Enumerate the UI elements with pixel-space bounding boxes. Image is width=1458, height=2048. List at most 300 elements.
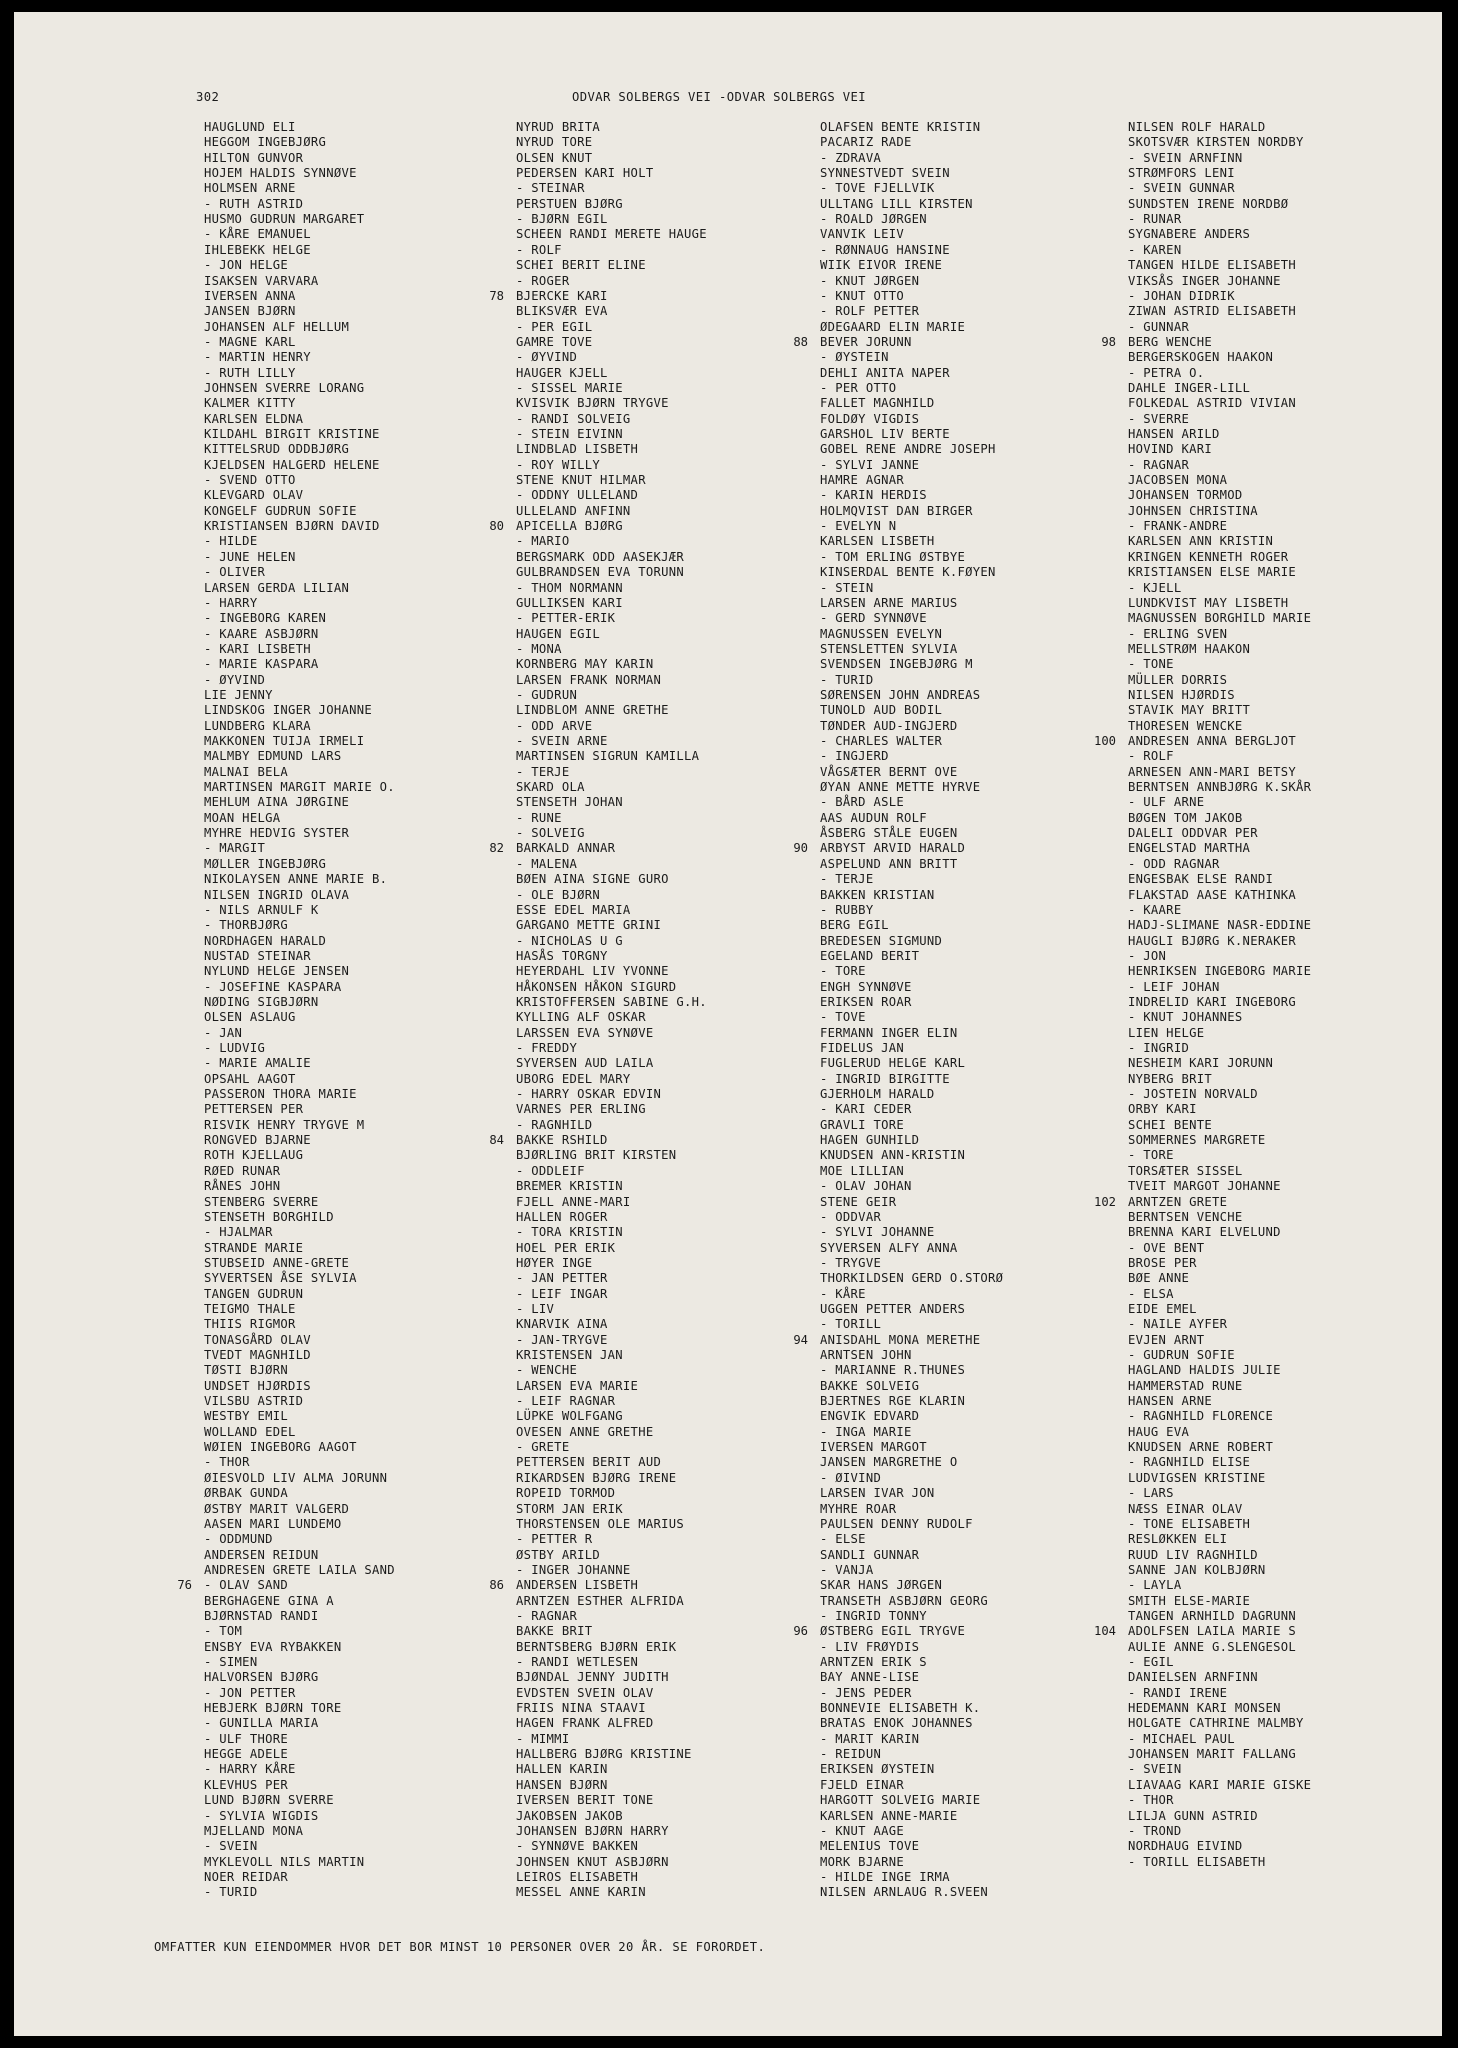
- resident-line: - SVERRE: [1128, 411, 1190, 426]
- resident-line: - THOR: [1128, 1793, 1174, 1808]
- resident-line: VILSBU ASTRID: [204, 1394, 304, 1409]
- resident-line: JACOBSEN MONA: [1128, 473, 1228, 488]
- resident-line: ANDERSEN LISBETH: [516, 1578, 639, 1593]
- resident-line: - PER EGIL: [516, 319, 593, 334]
- resident-line: SUNDSTEN IRENE NORDBØ: [1128, 196, 1289, 211]
- resident-line: DANIELSEN ARNFINN: [1128, 1670, 1258, 1685]
- resident-line: - HARRY: [204, 595, 258, 610]
- resident-line: STAVIK MAY BRITT: [1128, 703, 1251, 718]
- resident-line: ULLELAND ANFINN: [516, 503, 631, 518]
- resident-line: SYVERSEN AUD LAILA: [516, 1056, 654, 1071]
- resident-line: GRAVLI TORE: [820, 1117, 905, 1132]
- resident-line: - ROGER: [516, 273, 570, 288]
- resident-line: NESHEIM KARI JORUNN: [1128, 1056, 1274, 1071]
- resident-line: HEGGOM INGEBJØRG: [204, 135, 327, 150]
- resident-line: JOHANSEN ALF HELLUM: [204, 319, 350, 334]
- resident-line: - HARRY KÅRE: [204, 1762, 296, 1777]
- resident-line: HAGLAND HALDIS JULIE: [1128, 1363, 1281, 1378]
- resident-line: - KAARE ASBJØRN: [204, 626, 319, 641]
- resident-line: IHLEBEKK HELGE: [204, 242, 311, 257]
- resident-line: - GUDRUN: [516, 687, 578, 702]
- resident-line: - MARTIN HENRY: [204, 350, 311, 365]
- resident-line: ARNTZEN ERIK S: [820, 1655, 927, 1669]
- resident-line: BONNEVIE ELISABETH K.: [820, 1701, 981, 1716]
- resident-line: - ROALD JØRGEN: [820, 212, 927, 227]
- resident-line: KONGELF GUDRUN SOFIE: [204, 503, 357, 518]
- resident-line: ÅSBERG STÅLE EUGEN: [820, 826, 958, 841]
- resident-line: - JON PETTER: [204, 1685, 296, 1700]
- resident-line: - RAGNAR: [516, 1608, 578, 1623]
- resident-line: - KAARE: [1128, 902, 1182, 917]
- resident-line: NYRUD TORE: [516, 135, 593, 150]
- resident-line: - TRYGVE: [820, 1255, 882, 1270]
- resident-line: LARSSEN EVA SYNØVE: [516, 1025, 654, 1040]
- resident-line: HAGEN FRANK ALFRED: [516, 1716, 654, 1731]
- resident-line: KNUDSEN ANN-KRISTIN: [820, 1148, 966, 1163]
- resident-line: - INGRID TONNY: [820, 1608, 927, 1623]
- house-number: 100: [1093, 734, 1116, 748]
- resident-line: SYVERSEN ALFY ANNA: [820, 1240, 958, 1255]
- resident-line: - ULF ARNE: [1128, 795, 1205, 810]
- resident-line: HANSEN ARNE: [1128, 1394, 1213, 1409]
- resident-line: KINSERDAL BENTE K.FØYEN: [820, 565, 996, 580]
- resident-line: JAKOBSEN JAKOB: [516, 1808, 623, 1823]
- resident-line: - WENCHE: [516, 1363, 578, 1378]
- resident-line: BJERTNES RGE KLARIN: [820, 1394, 966, 1409]
- resident-line: EGELAND BERIT: [820, 948, 920, 963]
- resident-line: KARLSEN ANN KRISTIN: [1128, 534, 1274, 549]
- resident-line: - LUDVIG: [204, 1041, 266, 1055]
- resident-line: NYBERG BRIT: [1128, 1071, 1213, 1086]
- resident-line: ARNESEN ANN-MARI BETSY: [1128, 764, 1297, 779]
- resident-line: - JOSTEIN NORVALD: [1128, 1087, 1258, 1102]
- resident-line: SCHEI BERIT ELINE: [516, 258, 646, 273]
- resident-line: JOHNSEN KNUT ASBJØRN: [516, 1854, 669, 1869]
- house-number: 102: [1093, 1194, 1116, 1209]
- house-number: 80: [489, 519, 504, 534]
- resident-line: - TOVE: [820, 1010, 866, 1025]
- resident-line: HAUGLUND ELI: [204, 120, 296, 134]
- resident-line: ØRBAK GUNDA: [204, 1486, 289, 1501]
- resident-line: - INGEBORG KAREN: [204, 611, 327, 626]
- resident-line: - TERJE: [516, 764, 570, 779]
- resident-line: - TORA KRISTIN: [516, 1225, 623, 1240]
- resident-line: LIAVAAG KARI MARIE GISKE: [1128, 1777, 1312, 1792]
- resident-line: ØSTBY ARILD: [516, 1547, 601, 1562]
- resident-line: BEVER JORUNN: [820, 334, 912, 349]
- resident-line: PETTERSEN PER: [204, 1102, 304, 1117]
- resident-line: FOLKEDAL ASTRID VIVIAN: [1128, 396, 1297, 411]
- resident-line: MALNAI BELA: [204, 764, 289, 779]
- resident-line: SYGNABERE ANDERS: [1128, 227, 1251, 242]
- resident-line: - HJALMAR: [204, 1225, 273, 1240]
- resident-line: - INGRID: [1128, 1041, 1190, 1055]
- resident-line: SCHEEN RANDI MERETE HAUGE: [516, 227, 707, 242]
- resident-line: BAY ANNE-LISE: [820, 1670, 920, 1685]
- resident-line: - RAGNHILD ELISE: [1128, 1455, 1251, 1470]
- resident-line: - REIDUN: [820, 1747, 882, 1762]
- resident-line: - JON HELGE: [204, 258, 289, 273]
- resident-line: BJØRLING BRIT KIRSTEN: [516, 1148, 677, 1163]
- resident-line: STENSLETTEN SYLVIA: [820, 641, 958, 656]
- resident-line: BREMER KRISTIN: [516, 1179, 623, 1194]
- resident-line: KNARVIK AINA: [516, 1317, 608, 1332]
- resident-line: BERG EGIL: [820, 918, 889, 933]
- resident-line: - THOM NORMANN: [516, 580, 623, 595]
- resident-line: TRANSETH ASBJØRN GEORG: [820, 1593, 989, 1608]
- resident-line: - RUTH LILLY: [204, 365, 296, 380]
- resident-line: - ROLF: [516, 242, 562, 257]
- resident-line: - KARIN HERDIS: [820, 488, 927, 503]
- resident-line: HALVORSEN BJØRG: [204, 1670, 319, 1685]
- resident-line: ORBY KARI: [1128, 1102, 1197, 1117]
- resident-line: ROPEID TORMOD: [516, 1486, 616, 1501]
- resident-line: - PER OTTO: [820, 380, 897, 395]
- resident-line: BØE ANNE: [1128, 1271, 1190, 1286]
- resident-line: GULLIKSEN KARI: [516, 595, 623, 610]
- column-3: [793, 120, 1080, 1920]
- resident-line: - RAGNHILD: [516, 1117, 593, 1132]
- resident-line: ADOLFSEN LAILA MARIE S: [1128, 1624, 1297, 1639]
- resident-line: TANGEN ARNHILD DAGRUNN: [1128, 1608, 1297, 1623]
- resident-line: OPSAHL AAGOT: [204, 1071, 296, 1086]
- resident-line: SKOTSVÆR KIRSTEN NORDBY: [1128, 135, 1304, 150]
- resident-line: MESSEL ANNE KARIN: [516, 1885, 646, 1900]
- resident-line: - ROLF: [1128, 749, 1174, 764]
- resident-line: THORSTENSEN OLE MARIUS: [516, 1516, 685, 1531]
- resident-line: - ODD RAGNAR: [1128, 856, 1220, 871]
- resident-line: MYHRE ROAR: [820, 1501, 897, 1516]
- resident-line: SCHEI BENTE: [1128, 1117, 1213, 1132]
- resident-line: HOVIND KARI: [1128, 442, 1213, 457]
- resident-line: SØRENSEN JOHN ANDREAS: [820, 687, 981, 702]
- resident-line: - SVEIN: [204, 1839, 258, 1854]
- resident-line: - ULF THORE: [204, 1731, 289, 1746]
- resident-line: SANDLI GUNNAR: [820, 1547, 920, 1562]
- resident-line: STUBSEID ANNE-GRETE: [204, 1255, 350, 1270]
- resident-line: MYHRE HEDVIG SYSTER: [204, 826, 350, 841]
- resident-line: JOHNSEN CHRISTINA: [1128, 503, 1258, 518]
- resident-line: - VANJA: [820, 1562, 874, 1577]
- resident-line: LEIROS ELISABETH: [516, 1869, 639, 1884]
- resident-line: - HILDE INGE IRMA: [820, 1869, 950, 1884]
- resident-line: BAKKEN KRISTIAN: [820, 887, 935, 902]
- resident-line: HAMMERSTAD RUNE: [1128, 1378, 1243, 1393]
- resident-line: FIDELUS JAN: [820, 1041, 905, 1055]
- resident-line: LUNDKVIST MAY LISBETH: [1128, 595, 1289, 610]
- resident-line: - RAGNHILD FLORENCE: [1128, 1409, 1274, 1424]
- resident-line: - ELSA: [1128, 1286, 1174, 1301]
- resident-line: OLSEN KNUT: [516, 150, 593, 165]
- resident-line: - ODDVAR: [820, 1209, 882, 1224]
- resident-line: HAUGER KJELL: [516, 365, 608, 380]
- resident-line: ERIKSEN ØYSTEIN: [820, 1762, 935, 1777]
- resident-line: JOHNSEN SVERRE LORANG: [204, 380, 365, 395]
- resident-line: - RANDI IRENE: [1128, 1685, 1228, 1700]
- resident-line: KARLSEN ANNE-MARIE: [820, 1808, 958, 1823]
- resident-line: EVJEN ARNT: [1128, 1332, 1205, 1347]
- resident-line: SKAR HANS JØRGEN: [820, 1578, 943, 1593]
- resident-line: ARNTZEN GRETE: [1128, 1194, 1228, 1209]
- resident-line: MAGNUSSEN EVELYN: [820, 626, 943, 641]
- resident-line: PETTERSEN BERIT AUD: [516, 1455, 662, 1470]
- resident-line: - SVEND OTTO: [204, 473, 296, 488]
- resident-line: INDRELID KARI INGEBORG: [1128, 994, 1297, 1009]
- resident-line: SYVERTSEN ÅSE SYLVIA: [204, 1271, 357, 1286]
- resident-line: MALMBY EDMUND LARS: [204, 749, 342, 764]
- resident-line: BERNTSEN VENCHE: [1128, 1209, 1243, 1224]
- resident-line: - KNUT OTTO: [820, 288, 905, 303]
- resident-line: IVERSEN BERIT TONE: [516, 1793, 654, 1808]
- resident-line: UBORG EDEL MARY: [516, 1071, 631, 1086]
- resident-line: - TURID: [820, 672, 874, 687]
- resident-line: HEDEMANN KARI MONSEN: [1128, 1701, 1281, 1716]
- street-header: ODVAR SOLBERGS VEI -ODVAR SOLBERGS VEI: [572, 90, 867, 104]
- resident-line: - SYLVI JANNE: [820, 457, 920, 472]
- resident-line: - SVEIN ARNE: [516, 734, 608, 748]
- resident-line: FJELL ANNE-MARI: [516, 1194, 631, 1209]
- resident-line: - MAGNE KARL: [204, 334, 296, 349]
- resident-line: - RUBBY: [820, 902, 874, 917]
- resident-line: LIEN HELGE: [1128, 1025, 1205, 1040]
- resident-line: FERMANN INGER ELIN: [820, 1025, 958, 1040]
- resident-line: NIKOLAYSEN ANNE MARIE B.: [204, 872, 388, 887]
- resident-line: - BÅRD ASLE: [820, 795, 905, 810]
- resident-line: - GUNNAR: [1128, 319, 1190, 334]
- resident-line: - JAN: [204, 1025, 243, 1040]
- resident-line: EIDE EMEL: [1128, 1301, 1197, 1316]
- house-number: 82: [489, 841, 504, 856]
- resident-line: KJELDSEN HALGERD HELENE: [204, 457, 380, 472]
- resident-line: - JENS PEDER: [820, 1685, 912, 1700]
- resident-line: - INGJERD: [820, 749, 889, 764]
- resident-line: - RUNE: [516, 810, 562, 825]
- resident-line: HASÅS TORGNY: [516, 948, 608, 963]
- resident-line: GOBEL RENE ANDRE JOSEPH: [820, 442, 996, 457]
- resident-line: MAKKONEN TUIJA IRMELI: [204, 734, 365, 748]
- resident-line: MÜLLER DORRIS: [1128, 672, 1228, 687]
- resident-line: - KARI LISBETH: [204, 641, 311, 656]
- resident-line: ENSBY EVA RYBAKKEN: [204, 1639, 342, 1654]
- resident-line: OLSEN ASLAUG: [204, 1010, 296, 1025]
- resident-line: JOHANSEN TORMOD: [1128, 488, 1243, 503]
- resident-line: BAKKE RSHILD: [516, 1133, 608, 1148]
- resident-line: HOLGATE CATHRINE MALMBY: [1128, 1716, 1304, 1731]
- resident-line: - SVEIN GUNNAR: [1128, 181, 1235, 196]
- resident-line: - LAYLA: [1128, 1578, 1182, 1593]
- column-2: [489, 120, 776, 1920]
- resident-line: - TORILL ELISABETH: [1128, 1854, 1266, 1869]
- resident-line: BARKALD ANNAR: [516, 841, 616, 856]
- resident-line: GARSHOL LIV BERTE: [820, 427, 950, 441]
- resident-line: - INGRID BIRGITTE: [820, 1071, 950, 1086]
- resident-line: ARNTZEN ESTHER ALFRIDA: [516, 1593, 685, 1608]
- resident-line: PEDERSEN KARI HOLT: [516, 166, 654, 181]
- resident-line: - MICHAEL PAUL: [1128, 1731, 1235, 1746]
- resident-line: - PETTER R: [516, 1532, 593, 1547]
- resident-line: - ØYVIND: [204, 672, 266, 687]
- resident-line: - MARIO: [516, 534, 570, 549]
- resident-line: EVDSTEN SVEIN OLAV: [516, 1685, 654, 1700]
- resident-line: BRENNA KARI ELVELUND: [1128, 1225, 1281, 1240]
- resident-line: - ODD ARVE: [516, 718, 593, 733]
- resident-line: - RANDI WETLESEN: [516, 1655, 639, 1669]
- resident-line: HOEL PER ERIK: [516, 1240, 616, 1255]
- resident-line: - ØYSTEIN: [820, 350, 889, 365]
- resident-line: - KAREN: [1128, 242, 1182, 257]
- resident-line: KRISTENSEN JAN: [516, 1348, 623, 1362]
- resident-line: FOLDØY VIGDIS: [820, 411, 920, 426]
- resident-line: - JOSEFINE KASPARA: [204, 979, 342, 994]
- resident-line: - ROLF PETTER: [820, 304, 920, 319]
- resident-line: NORDHAGEN HARALD: [204, 933, 327, 948]
- resident-line: - KJELL: [1128, 580, 1182, 595]
- resident-line: BØEN AINA SIGNE GURO: [516, 872, 669, 887]
- resident-line: TØSTI BJØRN: [204, 1363, 289, 1378]
- resident-line: ARBYST ARVID HARALD: [820, 841, 966, 856]
- column-4: [1093, 120, 1418, 1920]
- resident-line: - MARGIT: [204, 841, 266, 856]
- resident-line: NYRUD BRITA: [516, 120, 601, 134]
- resident-line: BERNTSEN ANNBJØRG K.SKÅR: [1128, 780, 1312, 795]
- resident-line: MELENIUS TOVE: [820, 1839, 920, 1854]
- resident-line: HAMRE AGNAR: [820, 473, 905, 488]
- resident-line: - ELSE: [820, 1532, 866, 1547]
- resident-line: ØDEGAARD ELIN MARIE: [820, 319, 966, 334]
- resident-line: - TOM: [204, 1624, 243, 1639]
- resident-line: - RANDI SOLVEIG: [516, 411, 631, 426]
- resident-line: VIKSÅS INGER JOHANNE: [1128, 273, 1281, 288]
- resident-line: - MONA: [516, 641, 562, 656]
- resident-line: TVEIT MARGOT JOHANNE: [1128, 1179, 1281, 1194]
- resident-line: HALLEN KARIN: [516, 1762, 608, 1777]
- resident-line: DALELI ODDVAR PER: [1128, 826, 1258, 841]
- resident-line: RIKARDSEN BJØRG IRENE: [516, 1470, 677, 1485]
- resident-line: HAUGLI BJØRG K.NERAKER: [1128, 933, 1297, 948]
- resident-line: BAKKE BRIT: [516, 1624, 593, 1639]
- resident-line: THORKILDSEN GERD O.STORØ: [820, 1271, 1004, 1286]
- resident-line: ULLTANG LILL KIRSTEN: [820, 196, 973, 211]
- resident-line: - MARIE KASPARA: [204, 657, 319, 672]
- resident-line: NILSEN ARNLAUG R.SVEEN: [820, 1885, 989, 1900]
- resident-line: - MARIT KARIN: [820, 1731, 920, 1746]
- resident-line: JANSEN MARGRETHE O: [820, 1455, 958, 1470]
- resident-line: - CHARLES WALTER: [820, 734, 943, 748]
- resident-line: HEBJERK BJØRN TORE: [204, 1701, 342, 1716]
- resident-line: - LEIF RAGNAR: [516, 1394, 616, 1409]
- resident-line: - SYNNØVE BAKKEN: [516, 1839, 639, 1854]
- resident-line: KVISVIK BJØRN TRYGVE: [516, 396, 669, 411]
- resident-line: FRIIS NINA STAAVI: [516, 1701, 646, 1716]
- resident-line: - STEINAR: [516, 181, 585, 196]
- resident-line: LUDVIGSEN KRISTINE: [1128, 1470, 1266, 1485]
- resident-line: - RAGNAR: [1128, 457, 1190, 472]
- resident-line: KRINGEN KENNETH ROGER: [1128, 549, 1289, 564]
- resident-line: HUSMO GUDRUN MARGARET: [204, 212, 365, 227]
- resident-line: - PETTER-ERIK: [516, 611, 616, 626]
- resident-line: HALLEN ROGER: [516, 1209, 608, 1224]
- resident-line: - INGER JOHANNE: [516, 1562, 631, 1577]
- resident-line: PACARIZ RADE: [820, 135, 912, 150]
- resident-line: LÜPKE WOLFGANG: [516, 1409, 623, 1424]
- resident-line: MARTINSEN SIGRUN KAMILLA: [516, 749, 700, 764]
- house-number: 86: [489, 1578, 504, 1593]
- resident-line: DEHLI ANITA NAPER: [820, 365, 950, 380]
- resident-line: RØED RUNAR: [204, 1163, 281, 1178]
- resident-line: RONGVED BJARNE: [204, 1133, 311, 1148]
- resident-line: WOLLAND EDEL: [204, 1424, 296, 1439]
- resident-line: NILSEN HJØRDIS: [1128, 687, 1235, 702]
- resident-line: - NAILE AYFER: [1128, 1317, 1228, 1332]
- resident-line: - LEIF JOHAN: [1128, 979, 1220, 994]
- resident-line: HAUGEN EGIL: [516, 626, 601, 641]
- resident-line: - MALENA: [516, 856, 578, 871]
- directory-page: [14, 12, 1442, 2036]
- resident-line: - SIMEN: [204, 1655, 258, 1669]
- resident-line: - KÅRE: [820, 1286, 866, 1301]
- resident-line: ISAKSEN VARVARA: [204, 273, 319, 288]
- resident-line: BREDESEN SIGMUND: [820, 933, 943, 948]
- resident-line: - KÅRE EMANUEL: [204, 227, 311, 242]
- resident-line: MJELLAND MONA: [204, 1823, 304, 1838]
- resident-line: - SOLVEIG: [516, 826, 585, 841]
- resident-line: KYLLING ALF OSKAR: [516, 1010, 646, 1025]
- house-number: 98: [1101, 334, 1116, 349]
- resident-line: NILSEN ROLF HARALD: [1128, 120, 1266, 134]
- resident-line: ASPELUND ANN BRITT: [820, 856, 958, 871]
- resident-line: - OLAV SAND: [204, 1578, 289, 1593]
- resident-line: ANISDAHL MONA MERETHE: [820, 1332, 981, 1347]
- resident-line: HANSEN ARILD: [1128, 427, 1220, 441]
- resident-line: LINDSKOG INGER JOHANNE: [204, 703, 373, 718]
- resident-line: ØSTBERG EGIL TRYGVE: [820, 1624, 966, 1639]
- resident-line: BJØNDAL JENNY JUDITH: [516, 1670, 669, 1685]
- resident-line: - OLIVER: [204, 565, 266, 580]
- page-number: 302: [196, 90, 220, 104]
- resident-line: - STEIN EIVINN: [516, 427, 623, 441]
- resident-line: LINDBLOM ANNE GRETHE: [516, 703, 669, 718]
- resident-line: - TONE: [1128, 657, 1174, 672]
- resident-line: FUGLERUD HELGE KARL: [820, 1056, 966, 1071]
- resident-line: SANNE JAN KOLBJØRN: [1128, 1562, 1266, 1577]
- resident-line: HØYER INGE: [516, 1255, 593, 1270]
- resident-line: JOHANSEN MARIT FALLANG: [1128, 1747, 1297, 1762]
- resident-line: LARSEN GERDA LILIAN: [204, 580, 350, 595]
- resident-line: BAKKE SOLVEIG: [820, 1378, 920, 1393]
- resident-line: MOE LILLIAN: [820, 1163, 905, 1178]
- resident-line: ENGH SYNNØVE: [820, 979, 912, 994]
- resident-line: STENE GEIR: [820, 1194, 897, 1209]
- resident-line: HENRIKSEN INGEBORG MARIE: [1128, 964, 1312, 979]
- resident-line: - TOM ERLING ØSTBYE: [820, 549, 966, 564]
- resident-line: MELLSTRØM HAAKON: [1128, 641, 1251, 656]
- resident-line: - TONE ELISABETH: [1128, 1516, 1251, 1531]
- resident-line: HOLMSEN ARNE: [204, 181, 296, 196]
- resident-line: RÅNES JOHN: [204, 1179, 281, 1194]
- resident-line: NOER REIDAR: [204, 1869, 289, 1884]
- resident-line: BERGERSKOGEN HAAKON: [1128, 350, 1274, 365]
- resident-line: - EGIL: [1128, 1655, 1174, 1669]
- resident-line: - EVELYN N: [820, 519, 897, 534]
- house-number: 94: [793, 1332, 808, 1347]
- resident-line: VANVIK LEIV: [820, 227, 905, 242]
- resident-line: SOMMERNES MARGRETE: [1128, 1133, 1266, 1148]
- footer-note: OMFATTER KUN EIENDOMMER HVOR DET BOR MINST 10 PERSONER OVER 20 ÅR. SE FORORDET.: [154, 1940, 766, 1954]
- resident-line: TANGEN GUDRUN: [204, 1286, 304, 1301]
- house-number: 88: [793, 334, 808, 349]
- resident-line: - LARS: [1128, 1486, 1174, 1501]
- resident-line: - JAN-TRYGVE: [516, 1332, 608, 1347]
